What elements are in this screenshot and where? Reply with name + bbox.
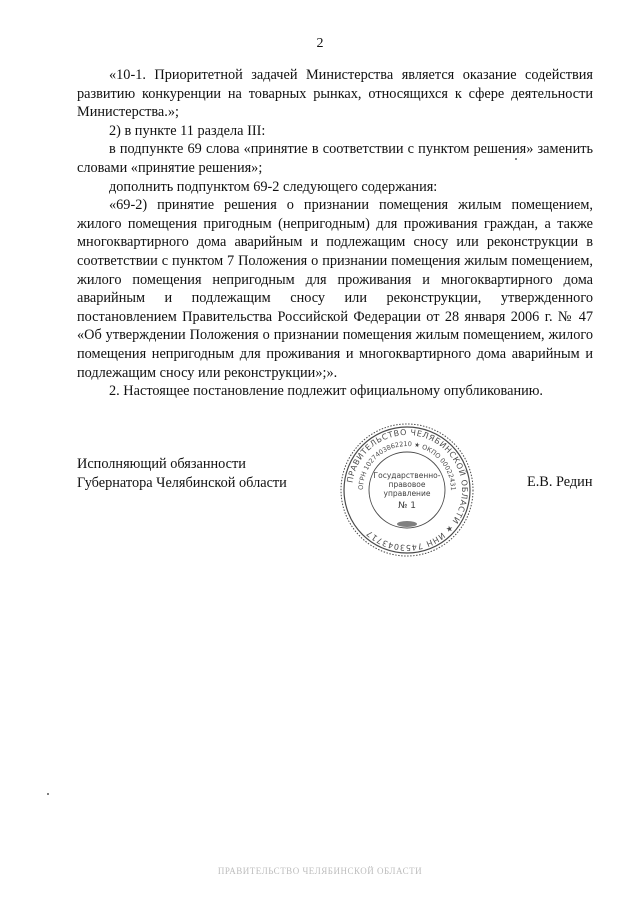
signatory-position xyxy=(77,455,287,492)
scan-speck xyxy=(47,793,49,795)
paragraph-10-1: «10-1. Приоритетной задачей Министерства является оказание содействия развитию конкуренции на товарных рынках, относящихся к сфере деятельности Министерства.»; xyxy=(77,67,593,121)
official-seal xyxy=(337,420,477,560)
svg-text:управление: управление xyxy=(383,489,431,498)
paragraph-subitem-69-2: «69-2) принятие решения о признании помещения жилым помещением, жилого помещения пригодным (непригодным) для проживания граждан, а также многоквартирного дома аварийным и подлежащим сносу или реконструкции в соответствии с пунктом 7 Положения о признании помещения жилым помещением, жилого помещения непригодным для проживания и многоквартирного дома аварийным и подлежащим сносу или реконструкции, утвержденного постановлением Правительства Российской Федерации от 28 января 2006 г. № 47 «Об утверждении Положения о признании помещения жилым помещением, жилого помещения непригодным для проживания и многоквартирного дома аварийным и подлежащим сносу или реконструкции»;». xyxy=(77,197,593,381)
svg-text:правовое: правовое xyxy=(388,480,426,489)
svg-text:ОГРН 1027403862210 ★ ОКПО 0002: ОГРН 1027403862210 ★ ОКПО 00022431 xyxy=(356,439,458,491)
scan-speck xyxy=(515,158,517,160)
svg-text:№ 1: № 1 xyxy=(398,501,416,511)
paragraph-item-2-section: 2) в пункте 11 раздела III: xyxy=(109,122,266,139)
paragraph-add-subitem: дополнить подпунктом 69-2 следующего содержания: xyxy=(109,178,438,195)
signatory-position-line1: Исполняющий обязанности xyxy=(77,456,246,472)
signatory-name: Е.В. Редин xyxy=(527,474,593,490)
svg-text:ПРАВИТЕЛЬСТВО ЧЕЛЯБИНСКОЙ ОБЛА: ПРАВИТЕЛЬСТВО ЧЕЛЯБИНСКОЙ ОБЛАСТИ ★ ИНН 7453043717 xyxy=(345,427,470,553)
paragraph-publication: 2. Настоящее постановление подлежит официальному опубликованию. xyxy=(109,383,544,400)
page-number: 2 xyxy=(316,36,324,51)
paragraph-subitem-69: в подпункте 69 слова «принятие в соответствии с пунктом решения» заменить словами «принятие решения»; xyxy=(77,141,593,176)
seal-stamp-icon xyxy=(337,420,477,560)
document-body xyxy=(77,66,593,401)
footer-watermark: ПРАВИТЕЛЬСТВО ЧЕЛЯБИНСКОЙ ОБЛАСТИ xyxy=(217,866,423,876)
svg-text:Государственно-: Государственно- xyxy=(373,471,441,480)
signatory-position-line2: Губернатора Челябинской области xyxy=(77,474,287,491)
